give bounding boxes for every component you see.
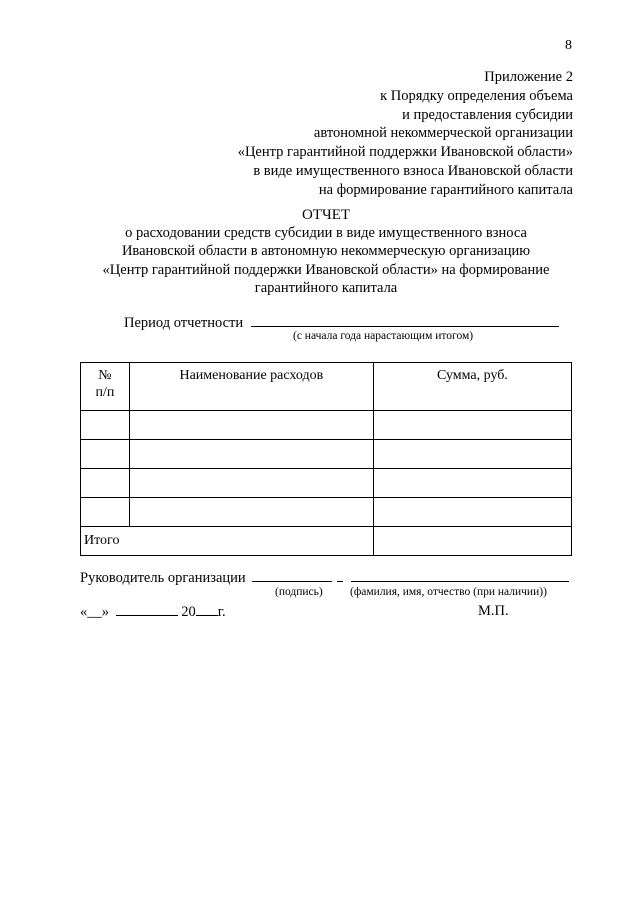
period-label: Период отчетности: [124, 315, 244, 331]
table-total-row: [81, 527, 572, 556]
appendix-line: в виде имущественного взноса Ивановской области: [253, 162, 573, 179]
appendix-line: автономной некоммерческой организации: [313, 125, 573, 142]
appendix-line: к Порядку определения объема: [380, 87, 573, 104]
header-number-line1: №: [98, 368, 112, 383]
full-name-input-line[interactable]: [351, 569, 569, 582]
table-header-row: [81, 363, 572, 411]
header-number: [81, 363, 130, 411]
table-cell[interactable]: [373, 411, 571, 440]
appendix-line: и предоставления субсидии: [402, 106, 573, 123]
table-cell[interactable]: [81, 440, 130, 469]
full-name-note: (фамилия, имя, отчество (при наличии)): [350, 586, 547, 598]
period-input-line[interactable]: [251, 313, 559, 327]
table-cell[interactable]: [373, 440, 571, 469]
date-day[interactable]: «__»: [80, 604, 109, 620]
table-cell[interactable]: [129, 498, 373, 527]
signature-separator-line: [337, 569, 343, 582]
date-line: [80, 603, 226, 621]
header-expense-name: Наименование расходов: [129, 363, 373, 411]
appendix-line: на формирование гарантийного капитала: [318, 181, 573, 198]
header-number-line2: п/п: [95, 385, 115, 400]
expenses-table: [80, 362, 572, 556]
date-month-input-line[interactable]: [116, 603, 178, 616]
appendix-header: [238, 68, 573, 200]
report-subtitle-line: гарантийного капитала: [254, 279, 398, 296]
table-row: [81, 440, 572, 469]
report-title: ОТЧЕТ: [301, 207, 351, 223]
report-subtitle-line: Ивановской области в автономную некоммерческую организацию: [121, 243, 531, 260]
date-year-suffix: г.: [217, 604, 226, 620]
table-cell[interactable]: [129, 469, 373, 498]
signature-note: (подпись): [275, 586, 323, 598]
table-cell[interactable]: [129, 440, 373, 469]
table-cell[interactable]: [129, 411, 373, 440]
period-note: (с начала года нарастающим итогом): [293, 330, 474, 342]
report-subtitle-line: «Центр гарантийной поддержки Ивановской области» на формирование: [102, 261, 550, 278]
total-label: Итого: [81, 527, 374, 556]
page-number: 8: [565, 38, 572, 53]
table-cell[interactable]: [373, 469, 571, 498]
stamp-placeholder: М.П.: [478, 603, 509, 619]
table-cell[interactable]: [373, 498, 571, 527]
appendix-line: «Центр гарантийной поддержки Ивановской области»: [237, 144, 573, 161]
report-title-block: [80, 206, 572, 297]
table-row: [81, 469, 572, 498]
table-row: [81, 411, 572, 440]
date-year-input-line[interactable]: [196, 603, 218, 616]
table-row: [81, 498, 572, 527]
table-cell[interactable]: [81, 469, 130, 498]
date-year-prefix: 20: [181, 604, 196, 620]
appendix-line: Приложение 2: [484, 69, 573, 85]
table-cell[interactable]: [81, 498, 130, 527]
report-subtitle-line: о расходовании средств субсидии в виде имущественного взноса: [125, 225, 527, 242]
signature-input-line[interactable]: [252, 569, 332, 582]
header-sum: Сумма, руб.: [373, 363, 571, 411]
total-sum-cell[interactable]: [373, 527, 571, 556]
signature-line: [80, 569, 569, 587]
signature-label: Руководитель организации: [80, 570, 246, 586]
table-cell[interactable]: [81, 411, 130, 440]
